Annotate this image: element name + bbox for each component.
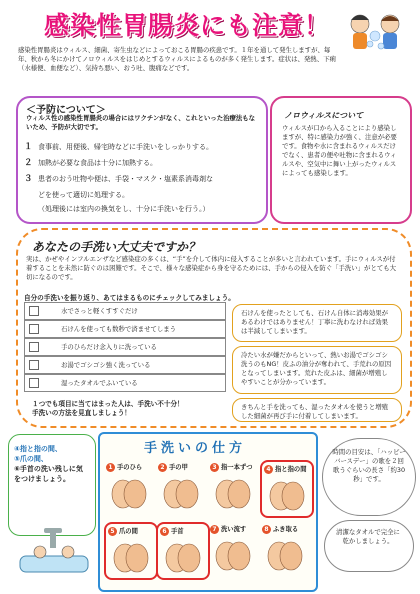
checklist-row[interactable]: 湿ったタオルでふいている — [24, 374, 226, 392]
step-number: 1 — [106, 463, 115, 472]
prevention-item: １ 食事前、用便後、帰宅時などに手洗いをしっかりする。 — [24, 142, 213, 152]
checkbox[interactable] — [29, 378, 39, 388]
step-label — [264, 464, 306, 474]
step-item — [208, 460, 258, 514]
timing-text: 時間の目安は、「ハッピーバースデー」の歌を２回歌うぐらいの長さ「約30秒」です。 — [332, 448, 406, 483]
checklist-title: 自分の手洗いを振り返り、あてはまるものにチェックしてみましょう。 — [24, 294, 235, 302]
hands-icon — [158, 474, 204, 512]
hands-icon — [264, 476, 310, 514]
step-label — [160, 526, 184, 536]
checklist-row[interactable]: お湯でゴシゴシ強く洗っている — [24, 356, 226, 374]
norovirus-title: ノロウィルスについて — [284, 111, 364, 120]
sink-illustration — [14, 520, 94, 580]
page-title: 感染性胃腸炎にも注意！ — [44, 11, 331, 40]
step-item — [104, 460, 154, 514]
prevention-title: ＜予防について＞ — [26, 105, 106, 116]
prevention-item: どを使って適切に処理する。 — [38, 191, 129, 199]
hands-icon — [210, 474, 256, 512]
step-number: 4 — [264, 465, 273, 474]
handwash-text: 実は、かぜやインフルエンザなど感染症の多くは、“手”を介して体内に侵入することが多いと言われています。手にウィルスが付着することを未然に防ぐのは困難です。そこで、様々な感染症から身を守るためには、手からの侵入を防ぐ「手洗い」がとても大切になるのです。 — [26, 255, 397, 281]
hands-icon — [106, 474, 152, 512]
step-item — [156, 460, 206, 514]
step-label — [210, 462, 252, 472]
prevention-item: （処理後には室内の換気をし、十分に手洗いを行う。） — [38, 205, 210, 213]
tip-bubble: 冷たい水が嫌だからといって、熱いお湯でゴシゴシ洗うのもNG！皮ふの油分が奪われて、手荒れの原因となってしまいます。荒れた皮ふは、細菌が増殖しやすいことが分かっています。 — [232, 346, 402, 394]
step-number: 2 — [158, 463, 167, 472]
step-text: ふき取る — [273, 526, 299, 533]
step-label — [262, 524, 298, 534]
step-item — [260, 460, 314, 518]
checklist-row[interactable]: 手のひらだけ念入りに洗っている — [24, 338, 226, 356]
step-number: 6 — [160, 527, 169, 536]
step-text: 手首 — [171, 528, 184, 535]
step-item — [104, 522, 158, 580]
step-number: 7 — [210, 525, 219, 534]
handwash-title: あなたの手洗い大丈夫ですか？ — [32, 240, 201, 254]
tip-bubble: 石けんを使ったとしても、石けん自体に消毒効果があるわけではありません！丁寧に洗わなければ効果は半減してしまいます。 — [232, 304, 402, 342]
checklist-note: １つでも項目に当てはまった人は、手洗い不十分！ 手洗いの方法を見直しましょう！ — [32, 400, 184, 417]
step-text: 爪の間 — [119, 528, 138, 535]
hands-icon — [160, 538, 206, 576]
checkbox[interactable] — [29, 306, 39, 316]
steps-heading: 手洗いの仕方 — [144, 441, 247, 456]
step-item — [260, 522, 310, 576]
intro-text: 感染性胃腸炎はウィルス、細菌、寄生虫などによっておこる胃腸の疾患です。１年を通して発生しますが、毎年、秋から冬にかけてノロウィルスをはじめとするウィルスによるものが多く発生します。症状は、発熱、下痢（水様便、血便など）、気持ち悪い、おう吐、腹痛などです。 — [18, 46, 336, 72]
step-text: 指と指の間 — [275, 466, 307, 473]
checklist-row[interactable]: 石けんを使っても数秒で済ませてしまう — [24, 320, 226, 338]
prevention-item: ２ 加熱が必要な食品は十分に加熱する。 — [24, 158, 157, 168]
step-label — [106, 462, 142, 472]
step-text: 手のひら — [117, 464, 143, 471]
prevention-lead: ウィルス性の感染性胃腸炎の場合にはワクチンがなく、これといった治療法もないため、予防が大切です。 — [26, 114, 256, 131]
step-label — [158, 462, 188, 472]
prevention-item: ３ 患者のおう吐物や便は、手袋・マスク・塩素系消毒剤な — [24, 174, 213, 184]
step-text: 指一本ずつ — [221, 464, 253, 471]
step-number: 5 — [108, 527, 117, 536]
tip-bubble: きちんと手を洗っても、湿ったタオルを使うと増殖した細菌が再び手に付着してしまいます。 — [232, 398, 402, 422]
norovirus-text: ウィルスが口から入ることにより感染しますが、特に感染力が強く、注意が必要です。食物や水に含まれるウィルスだけでなく、患者の便や吐物に含まれるウィルスや、空気中に舞い上がったウィルスによっても感染します。 — [282, 124, 397, 177]
step-item — [156, 522, 210, 580]
step-label — [108, 526, 138, 536]
hands-icon — [210, 536, 256, 574]
step-label — [210, 524, 246, 534]
towel-text: 清潔なタオルで完全に乾かしましょう。 — [336, 528, 400, 545]
hands-icon — [108, 538, 154, 576]
step-item — [208, 522, 258, 576]
checkbox[interactable] — [29, 342, 39, 352]
step-number: 3 — [210, 463, 219, 472]
step-number: 8 — [262, 525, 271, 534]
step-text: 洗い流す — [221, 526, 247, 533]
children-illustration — [340, 6, 414, 60]
checkbox[interactable] — [29, 324, 39, 334]
hands-icon — [262, 536, 308, 574]
steps-note: ④指と指の間、 ⑤爪の間、 ⑥手首の洗い残しに気をつけましょう。 — [14, 445, 83, 483]
checklist-row[interactable]: 水でさっと軽くすすぐだけ — [24, 302, 226, 320]
checkbox[interactable] — [29, 360, 39, 370]
step-text: 手の甲 — [169, 464, 188, 471]
